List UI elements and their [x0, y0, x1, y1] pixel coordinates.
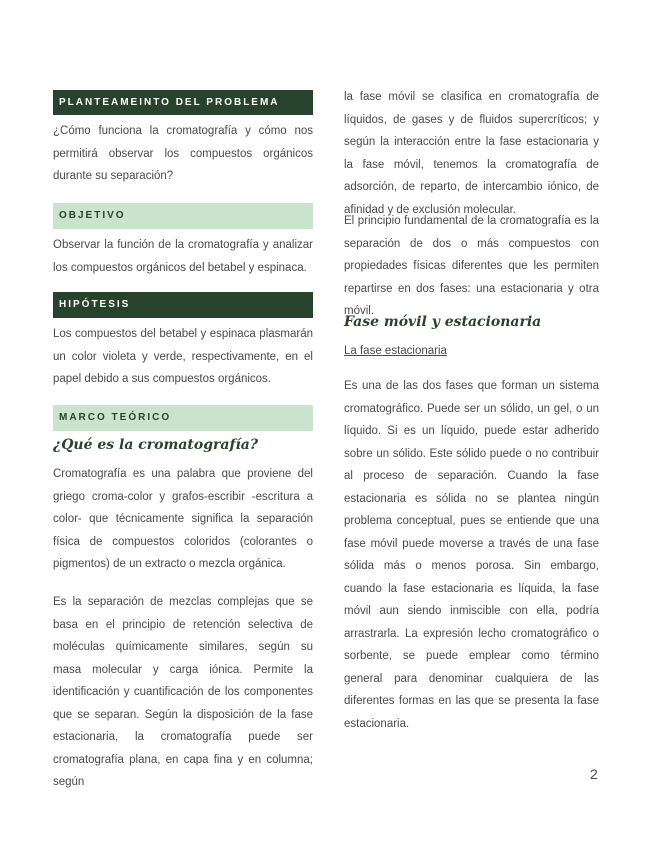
- hypothesis-heading: HIPÓTESIS: [53, 292, 313, 318]
- objective-text: Observar la función de la cromatografía y analizar los compuestos orgánicos del betabel y espinaca.: [53, 239, 313, 274]
- page-number: 2: [590, 766, 598, 782]
- stationary-text: Es una de las dos fases que forman un sistema cromatográfico. Puede ser un sólido, un gel, o un líquido. Si es un líquido, puede estar adherido sobre un sólido. Este sólido puede o no contribuir al proceso de separación. Cuando la fase estacionaria es sólida no se plantea ningún problema conceptual, pues se entiende que una fase móvil puede moverse a través de una fase sólida más o menos porosa. Sin embargo, cuando la fase estacionaria es líquida, la fase móvil aun siendo inmiscible con ella, podría arrastrarla. La expresión lecho cromatográfico o sorbente, se puede emplear como término general para denominar cualquiera de las diferentes formas en las que se presenta la fase estacionaria.: [344, 380, 599, 730]
- hypothesis-text: Los compuestos del betabel y espinaca plasmarán un color violeta y verde, respectivamente, en el papel debido a sus compuestos orgánicos.: [53, 328, 313, 385]
- phases-title: Fase móvil y estacionaria: [344, 314, 542, 330]
- continuation-text: la fase móvil se clasifica en cromatografía de líquidos, de gases y de fluidos supercríticos; y según la interacción entre la fase estacionaria y la fase móvil, tenemos la cromatografía de adsorción, de reparto, de intercambio iónico, de afinidad y de exclusión molecular.: [344, 91, 599, 216]
- stationary-subheading: La fase estacionaria: [344, 345, 447, 357]
- objective-heading: OBJETIVO: [53, 203, 313, 229]
- separation-text: Es la separación de mezclas complejas que se basa en el principio de retención selectiva de moléculas químicamente similares, según su masa molecular y carga iónica. Permite la identificación y cuantificación de los componentes que se separan. Según la disposición de la fase estacionaria, la cromatografía puede ser cromatografía plana, en capa fina y en columna; según: [53, 596, 313, 788]
- definition-text: Cromatografía es una palabra que proviene del griego croma-color y grafos-escribir -escritura a color- que técnicamente significa la separación física de compuestos coloridos (colorantes o pigmentos) de un extracto o mezcla orgánica.: [53, 468, 313, 570]
- problem-text: ¿Cómo funciona la cromatografía y cómo nos permitirá observar los compuestos orgánicos durante su separación?: [53, 125, 313, 182]
- question-title: ¿Qué es la cromatografía?: [53, 437, 259, 453]
- framework-heading: MARCO TEÓRICO: [53, 405, 313, 431]
- problem-heading: PLANTEAMEINTO DEL PROBLEMA: [53, 90, 313, 115]
- principle-text: El principio fundamental de la cromatografía es la separación de dos o más compuestos con propiedades físicas diferentes que les permiten repartirse en dos fases: una estacionaria y otra móvil.: [344, 215, 599, 317]
